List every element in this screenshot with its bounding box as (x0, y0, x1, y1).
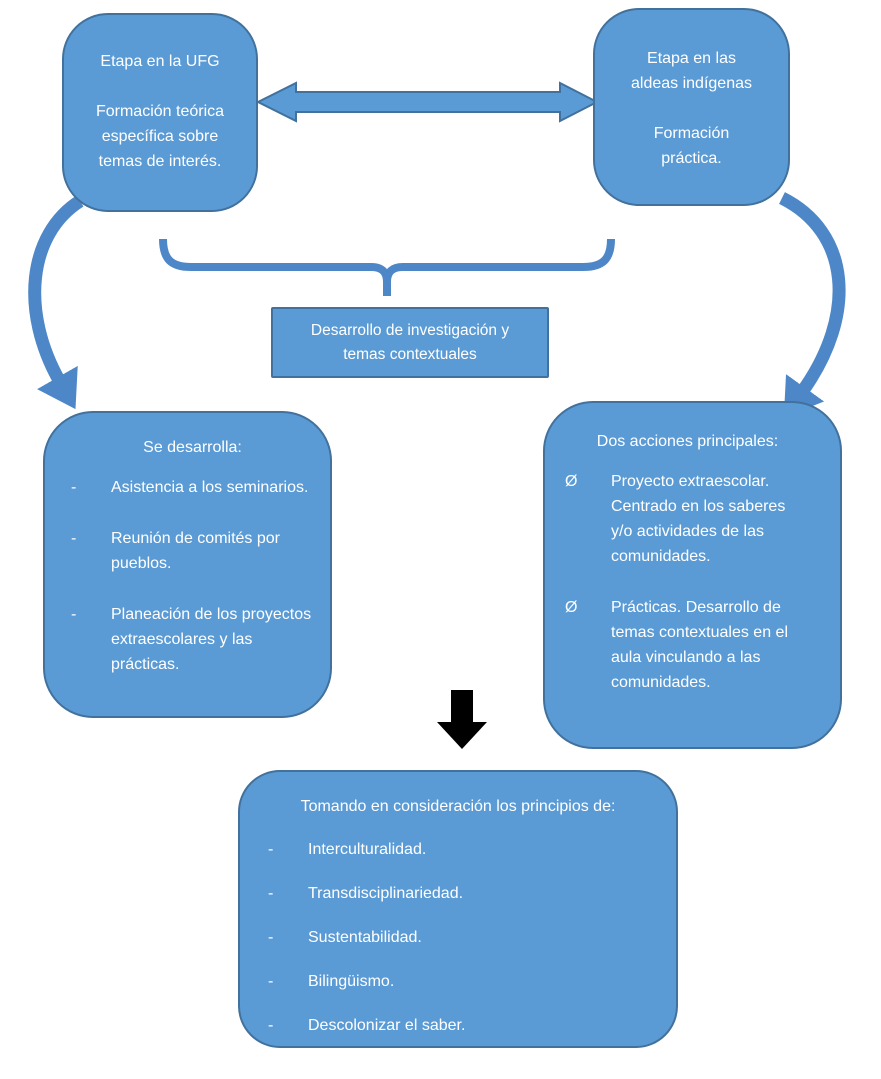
list-item (71, 602, 314, 677)
dos-acciones-list (565, 469, 810, 695)
box-principios-title: Tomando en consideración los principios de: (300, 798, 616, 815)
dash-bullet-icon: - (71, 479, 77, 496)
dash-bullet-icon: - (268, 885, 274, 902)
box-principios (238, 770, 678, 1048)
list-item-text: Prácticas. Desarrollo de temas contextuales en el aula vinculando a las comunidades. (611, 599, 788, 691)
list-item-text: Descolonizar el saber. (308, 1017, 466, 1034)
list-item (71, 475, 314, 500)
list-item-text: Transdisciplinariedad. (308, 885, 464, 902)
list-item-text: Interculturalidad. (308, 841, 427, 858)
principios-list (268, 838, 648, 1038)
box-dos-acciones-title: Dos acciones principales: (596, 433, 779, 450)
dash-bullet-icon: - (268, 973, 274, 990)
list-item (268, 970, 648, 994)
box-desarrollo-investigacion-text: Desarrollo de investigación y temas contextuales (310, 321, 510, 363)
list-item (565, 469, 810, 569)
box-etapa-ufg-title: Etapa en la UFG (100, 53, 220, 70)
list-item (268, 926, 648, 950)
box-se-desarrolla (43, 411, 332, 718)
box-se-desarrolla-title: Se desarrolla: (143, 439, 242, 456)
box-etapa-ufg (62, 13, 258, 212)
list-item-text: Sustentabilidad. (308, 929, 422, 946)
box-etapa-aldeas-body: Formación práctica. (653, 125, 730, 167)
black-down-arrow-icon (437, 690, 487, 749)
se-desarrolla-list (71, 475, 314, 677)
list-item (565, 595, 810, 695)
box-etapa-aldeas-title: Etapa en las aldeas indígenas (631, 50, 752, 92)
box-dos-acciones (543, 401, 842, 749)
box-etapa-aldeas (593, 8, 790, 206)
slashed-o-bullet-icon: Ø (565, 599, 578, 616)
double-arrow-icon (258, 83, 597, 121)
dash-bullet-icon: - (71, 606, 77, 623)
dash-bullet-icon: - (71, 530, 77, 547)
dash-bullet-icon: - (268, 929, 274, 946)
box-etapa-ufg-body: Formación teórica específica sobre temas de interés. (95, 103, 225, 170)
list-item-text: Asistencia a los seminarios. (111, 479, 309, 496)
curved-arrow-left-icon (35, 201, 80, 382)
dash-bullet-icon: - (268, 841, 274, 858)
list-item-text: Bilingüismo. (308, 973, 395, 990)
list-item (268, 1014, 648, 1038)
list-item-text: Planeación de los proyectos extraescolares y las prácticas. (111, 606, 312, 673)
list-item (71, 526, 314, 576)
box-desarrollo-investigacion (271, 307, 549, 378)
list-item-text: Proyecto extraescolar. Centrado en los saberes y/o actividades de las comunidades. (611, 473, 786, 565)
dash-bullet-icon: - (268, 1017, 274, 1034)
list-item (268, 882, 648, 906)
list-item (268, 838, 648, 862)
curved-arrow-right-icon (782, 198, 839, 392)
list-item-text: Reunión de comités por pueblos. (111, 530, 280, 572)
brace-icon (163, 239, 611, 296)
slashed-o-bullet-icon: Ø (565, 473, 578, 490)
